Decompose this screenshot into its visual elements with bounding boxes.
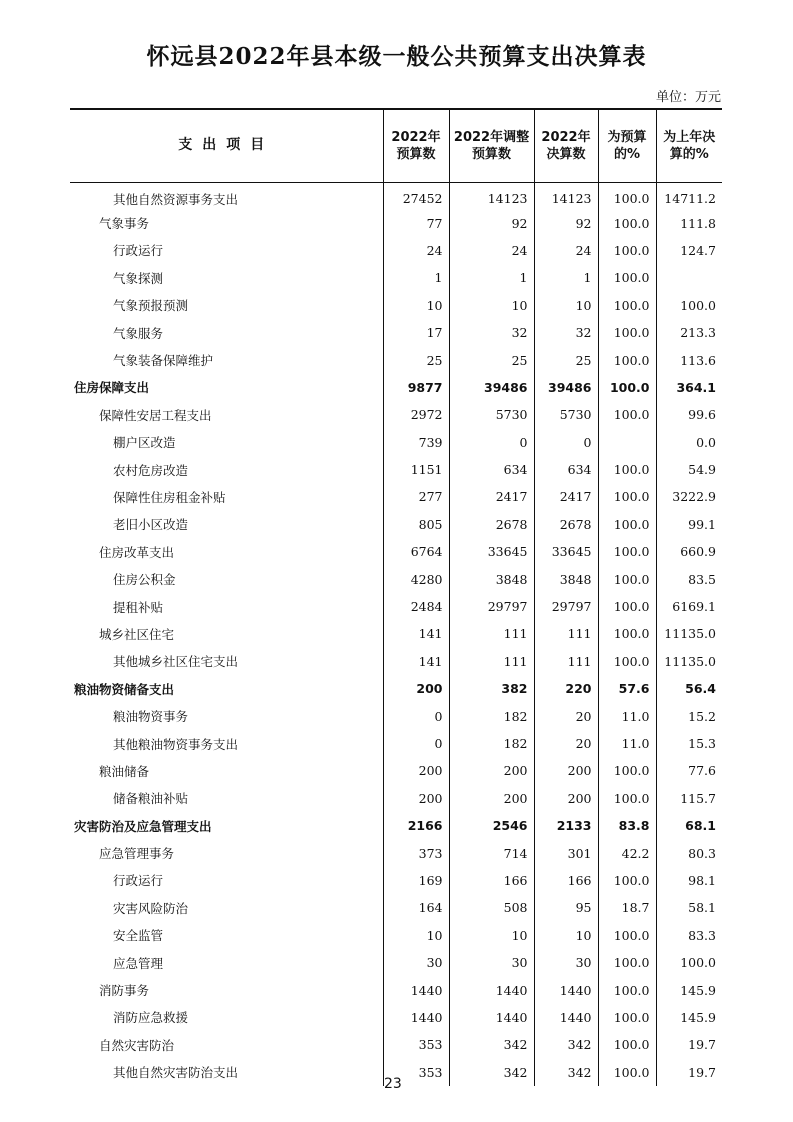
cell-final: 111 (534, 648, 598, 675)
cell-pct-last-year: 77.6 (656, 757, 722, 784)
cell-budget: 24 (383, 237, 449, 264)
cell-budget: 1 (383, 264, 449, 291)
cell-pct-last-year: 11135.0 (656, 620, 722, 647)
cell-item-name: 灾害风险防治 (113, 900, 189, 916)
cell-budget: 1440 (383, 976, 449, 1003)
cell-item-name: 消防应急救援 (113, 1010, 189, 1026)
header-item: 支出项目 (70, 109, 383, 182)
cell-pct-budget (598, 429, 656, 456)
cell-pct-last-year: 83.3 (656, 922, 722, 949)
cell-item-name: 城乡社区住宅 (99, 626, 175, 642)
cell-item-name: 粮油物资事务 (113, 709, 189, 725)
cell-adjusted: 10 (449, 922, 534, 949)
cell-item-name: 其他粮油物资事务支出 (113, 736, 239, 752)
table-header (70, 109, 722, 182)
cell-pct-last-year: 19.7 (656, 1031, 722, 1058)
cell-final: 20 (534, 702, 598, 729)
cell-budget: 10 (383, 922, 449, 949)
table-row (70, 483, 722, 510)
cell-pct-budget: 100.0 (598, 593, 656, 620)
cell-final: 20 (534, 730, 598, 757)
cell-final: 10 (534, 922, 598, 949)
cell-budget: 30 (383, 949, 449, 976)
cell-final: 2678 (534, 511, 598, 538)
table-row (70, 1031, 722, 1058)
cell-pct-budget: 100.0 (598, 319, 656, 346)
table-row (70, 429, 722, 456)
table-row (70, 374, 722, 401)
cell-item-name: 应急管理事务 (99, 846, 175, 862)
cell-item-name: 其他城乡社区住宅支出 (113, 654, 239, 670)
table-row (70, 757, 722, 784)
cell-final: 39486 (534, 374, 598, 401)
cell-adjusted: 182 (449, 702, 534, 729)
cell-adjusted: 382 (449, 675, 534, 702)
cell-budget: 805 (383, 511, 449, 538)
table-row (70, 538, 722, 565)
cell-pct-last-year: 124.7 (656, 237, 722, 264)
cell-adjusted: 182 (449, 730, 534, 757)
cell-adjusted: 200 (449, 785, 534, 812)
cell-item-name: 应急管理 (113, 955, 164, 971)
cell-final: 24 (534, 237, 598, 264)
cell-final: 14123 (534, 182, 598, 209)
cell-budget: 10 (383, 292, 449, 319)
cell-item-name: 农村危房改造 (113, 462, 189, 478)
cell-pct-budget: 100.0 (598, 1004, 656, 1031)
table-row (70, 976, 722, 1003)
cell-pct-budget: 100.0 (598, 264, 656, 291)
table-row (70, 593, 722, 620)
cell-item-name: 气象事务 (99, 216, 150, 232)
cell-final: 220 (534, 675, 598, 702)
cell-budget: 169 (383, 867, 449, 894)
cell-pct-last-year: 68.1 (656, 812, 722, 839)
cell-budget: 0 (383, 702, 449, 729)
cell-budget: 77 (383, 209, 449, 236)
cell-pct-budget: 100.0 (598, 648, 656, 675)
cell-item-name: 棚户区改造 (113, 435, 176, 451)
cell-adjusted: 32 (449, 319, 534, 346)
unit-label: 单位：万元 (655, 90, 721, 105)
cell-pct-last-year: 364.1 (656, 374, 722, 401)
cell-pct-budget: 11.0 (598, 702, 656, 729)
cell-adjusted: 714 (449, 839, 534, 866)
table-row (70, 894, 722, 921)
document-title: 怀远县2022年县本级一般公共预算支出决算表 (146, 43, 647, 70)
cell-final: 200 (534, 785, 598, 812)
cell-budget: 0 (383, 730, 449, 757)
cell-final: 25 (534, 346, 598, 373)
cell-budget: 27452 (383, 182, 449, 209)
cell-item-name: 提租补贴 (113, 599, 164, 615)
table-row (70, 620, 722, 647)
cell-pct-last-year: 83.5 (656, 565, 722, 592)
header-adjusted: 2022年调整预算数 (449, 109, 534, 182)
cell-pct-budget: 100.0 (598, 483, 656, 510)
table-row (70, 812, 722, 839)
cell-pct-budget: 100.0 (598, 757, 656, 784)
cell-budget: 277 (383, 483, 449, 510)
cell-pct-last-year: 3222.9 (656, 483, 722, 510)
table-row (70, 675, 722, 702)
cell-adjusted: 2678 (449, 511, 534, 538)
cell-budget: 25 (383, 346, 449, 373)
cell-adjusted: 342 (449, 1059, 534, 1086)
cell-final: 92 (534, 209, 598, 236)
table-row (70, 648, 722, 675)
cell-adjusted: 14123 (449, 182, 534, 209)
cell-final: 2417 (534, 483, 598, 510)
table-row (70, 922, 722, 949)
cell-adjusted: 0 (449, 429, 534, 456)
table-row (70, 346, 722, 373)
cell-item-name: 气象服务 (113, 325, 164, 341)
cell-final: 301 (534, 839, 598, 866)
cell-pct-last-year: 100.0 (656, 949, 722, 976)
cell-final: 1440 (534, 1004, 598, 1031)
cell-final: 634 (534, 456, 598, 483)
cell-budget: 4280 (383, 565, 449, 592)
cell-pct-last-year: 19.7 (656, 1059, 722, 1086)
cell-pct-budget: 100.0 (598, 209, 656, 236)
cell-pct-budget: 100.0 (598, 401, 656, 428)
cell-item-name: 住房改革支出 (99, 544, 175, 560)
cell-final: 5730 (534, 401, 598, 428)
cell-pct-budget: 11.0 (598, 730, 656, 757)
cell-pct-budget: 42.2 (598, 839, 656, 866)
table-row (70, 565, 722, 592)
cell-final: 95 (534, 894, 598, 921)
cell-item-name: 住房公积金 (113, 572, 176, 588)
cell-adjusted: 2417 (449, 483, 534, 510)
cell-pct-last-year: 15.3 (656, 730, 722, 757)
cell-adjusted: 1 (449, 264, 534, 291)
cell-pct-last-year: 14711.2 (656, 182, 722, 209)
cell-pct-last-year: 0.0 (656, 429, 722, 456)
cell-pct-budget: 83.8 (598, 812, 656, 839)
cell-pct-budget: 100.0 (598, 867, 656, 894)
cell-item-name: 粮油物资储备支出 (74, 681, 175, 697)
cell-pct-budget: 100.0 (598, 949, 656, 976)
cell-pct-budget: 100.0 (598, 785, 656, 812)
cell-adjusted: 634 (449, 456, 534, 483)
cell-budget: 6764 (383, 538, 449, 565)
cell-pct-last-year: 113.6 (656, 346, 722, 373)
cell-pct-budget: 100.0 (598, 511, 656, 538)
table-row (70, 182, 722, 209)
cell-budget: 200 (383, 757, 449, 784)
cell-final: 30 (534, 949, 598, 976)
cell-final: 342 (534, 1059, 598, 1086)
cell-pct-budget: 100.0 (598, 922, 656, 949)
cell-item-name: 气象装备保障维护 (113, 353, 214, 369)
table-row (70, 785, 722, 812)
cell-adjusted: 166 (449, 867, 534, 894)
cell-pct-budget: 100.0 (598, 1059, 656, 1086)
table-body (70, 182, 722, 1086)
cell-budget: 200 (383, 675, 449, 702)
cell-item-name: 其他自然灾害防治支出 (113, 1065, 239, 1081)
cell-pct-last-year: 145.9 (656, 976, 722, 1003)
cell-final: 111 (534, 620, 598, 647)
cell-budget: 2166 (383, 812, 449, 839)
cell-item-name: 行政运行 (113, 873, 164, 889)
cell-item-name: 自然灾害防治 (99, 1037, 175, 1053)
table-row (70, 730, 722, 757)
cell-pct-budget: 100.0 (598, 374, 656, 401)
cell-budget: 373 (383, 839, 449, 866)
cell-final: 200 (534, 757, 598, 784)
cell-item-name: 住房保障支出 (74, 380, 150, 396)
cell-adjusted: 92 (449, 209, 534, 236)
cell-pct-last-year: 80.3 (656, 839, 722, 866)
cell-final: 29797 (534, 593, 598, 620)
cell-final: 3848 (534, 565, 598, 592)
cell-adjusted: 3848 (449, 565, 534, 592)
cell-pct-last-year: 213.3 (656, 319, 722, 346)
cell-item-name: 气象预报预测 (113, 298, 189, 314)
cell-budget: 353 (383, 1031, 449, 1058)
cell-item-name: 消防事务 (99, 983, 150, 999)
cell-adjusted: 24 (449, 237, 534, 264)
cell-budget: 739 (383, 429, 449, 456)
cell-adjusted: 200 (449, 757, 534, 784)
header-budget: 2022年预算数 (383, 109, 449, 182)
cell-pct-last-year: 56.4 (656, 675, 722, 702)
cell-budget: 2484 (383, 593, 449, 620)
cell-pct-last-year: 660.9 (656, 538, 722, 565)
cell-final: 0 (534, 429, 598, 456)
table-row (70, 1004, 722, 1031)
cell-adjusted: 30 (449, 949, 534, 976)
cell-item-name: 安全监管 (113, 928, 164, 944)
cell-pct-last-year: 6169.1 (656, 593, 722, 620)
cell-adjusted: 39486 (449, 374, 534, 401)
cell-adjusted: 1440 (449, 976, 534, 1003)
cell-pct-last-year: 99.1 (656, 511, 722, 538)
cell-pct-budget: 100.0 (598, 1031, 656, 1058)
header-final: 2022年决算数 (534, 109, 598, 182)
cell-final: 33645 (534, 538, 598, 565)
table-row (70, 949, 722, 976)
cell-pct-last-year: 100.0 (656, 292, 722, 319)
cell-final: 32 (534, 319, 598, 346)
cell-adjusted: 111 (449, 620, 534, 647)
cell-item-name: 老旧小区改造 (113, 517, 189, 533)
cell-adjusted: 111 (449, 648, 534, 675)
cell-pct-budget: 100.0 (598, 620, 656, 647)
cell-pct-last-year: 98.1 (656, 867, 722, 894)
cell-pct-last-year: 11135.0 (656, 648, 722, 675)
cell-budget: 1151 (383, 456, 449, 483)
cell-pct-last-year: 15.2 (656, 702, 722, 729)
cell-final: 2133 (534, 812, 598, 839)
budget-table (70, 108, 722, 1086)
table-row (70, 456, 722, 483)
cell-item-name: 保障性住房租金补贴 (113, 489, 226, 505)
cell-adjusted: 5730 (449, 401, 534, 428)
cell-budget: 141 (383, 648, 449, 675)
header-pct-last-year: 为上年决算的% (656, 109, 722, 182)
cell-pct-budget: 100.0 (598, 976, 656, 1003)
cell-final: 166 (534, 867, 598, 894)
cell-pct-last-year: 99.6 (656, 401, 722, 428)
cell-pct-budget: 18.7 (598, 894, 656, 921)
table-row (70, 511, 722, 538)
cell-pct-last-year (656, 264, 722, 291)
cell-adjusted: 508 (449, 894, 534, 921)
cell-budget: 9877 (383, 374, 449, 401)
cell-pct-budget: 100.0 (598, 182, 656, 209)
cell-adjusted: 33645 (449, 538, 534, 565)
cell-item-name: 保障性安居工程支出 (99, 407, 212, 423)
table-row (70, 292, 722, 319)
table-row (70, 237, 722, 264)
cell-pct-budget: 100.0 (598, 538, 656, 565)
table-row (70, 839, 722, 866)
cell-adjusted: 342 (449, 1031, 534, 1058)
cell-item-name: 灾害防治及应急管理支出 (74, 818, 212, 834)
cell-pct-budget: 100.0 (598, 292, 656, 319)
table-row (70, 867, 722, 894)
cell-final: 1440 (534, 976, 598, 1003)
cell-adjusted: 1440 (449, 1004, 534, 1031)
table-row (70, 264, 722, 291)
table-row (70, 319, 722, 346)
cell-final: 10 (534, 292, 598, 319)
cell-budget: 200 (383, 785, 449, 812)
header-pct-budget: 为预算的% (598, 109, 656, 182)
cell-adjusted: 2546 (449, 812, 534, 839)
cell-final: 1 (534, 264, 598, 291)
cell-item-name: 储备粮油补贴 (113, 791, 189, 807)
cell-adjusted: 29797 (449, 593, 534, 620)
cell-pct-last-year: 54.9 (656, 456, 722, 483)
cell-pct-budget: 57.6 (598, 675, 656, 702)
cell-pct-budget: 100.0 (598, 346, 656, 373)
cell-item-name: 行政运行 (113, 243, 164, 259)
page-number: 23 (384, 1076, 402, 1092)
cell-budget: 1440 (383, 1004, 449, 1031)
cell-budget: 164 (383, 894, 449, 921)
cell-pct-last-year: 115.7 (656, 785, 722, 812)
cell-pct-last-year: 111.8 (656, 209, 722, 236)
cell-budget: 141 (383, 620, 449, 647)
cell-final: 342 (534, 1031, 598, 1058)
cell-pct-budget: 100.0 (598, 237, 656, 264)
cell-pct-budget: 100.0 (598, 456, 656, 483)
cell-adjusted: 10 (449, 292, 534, 319)
cell-pct-last-year: 145.9 (656, 1004, 722, 1031)
table-row (70, 209, 722, 236)
cell-item-name: 其他自然资源事务支出 (113, 191, 239, 207)
cell-item-name: 粮油储备 (99, 763, 150, 779)
table-row (70, 702, 722, 729)
cell-budget: 2972 (383, 401, 449, 428)
cell-pct-budget: 100.0 (598, 565, 656, 592)
cell-budget: 17 (383, 319, 449, 346)
cell-pct-last-year: 58.1 (656, 894, 722, 921)
cell-budget: 353 (383, 1059, 449, 1086)
table-row (70, 401, 722, 428)
cell-item-name: 气象探测 (113, 270, 164, 286)
cell-adjusted: 25 (449, 346, 534, 373)
